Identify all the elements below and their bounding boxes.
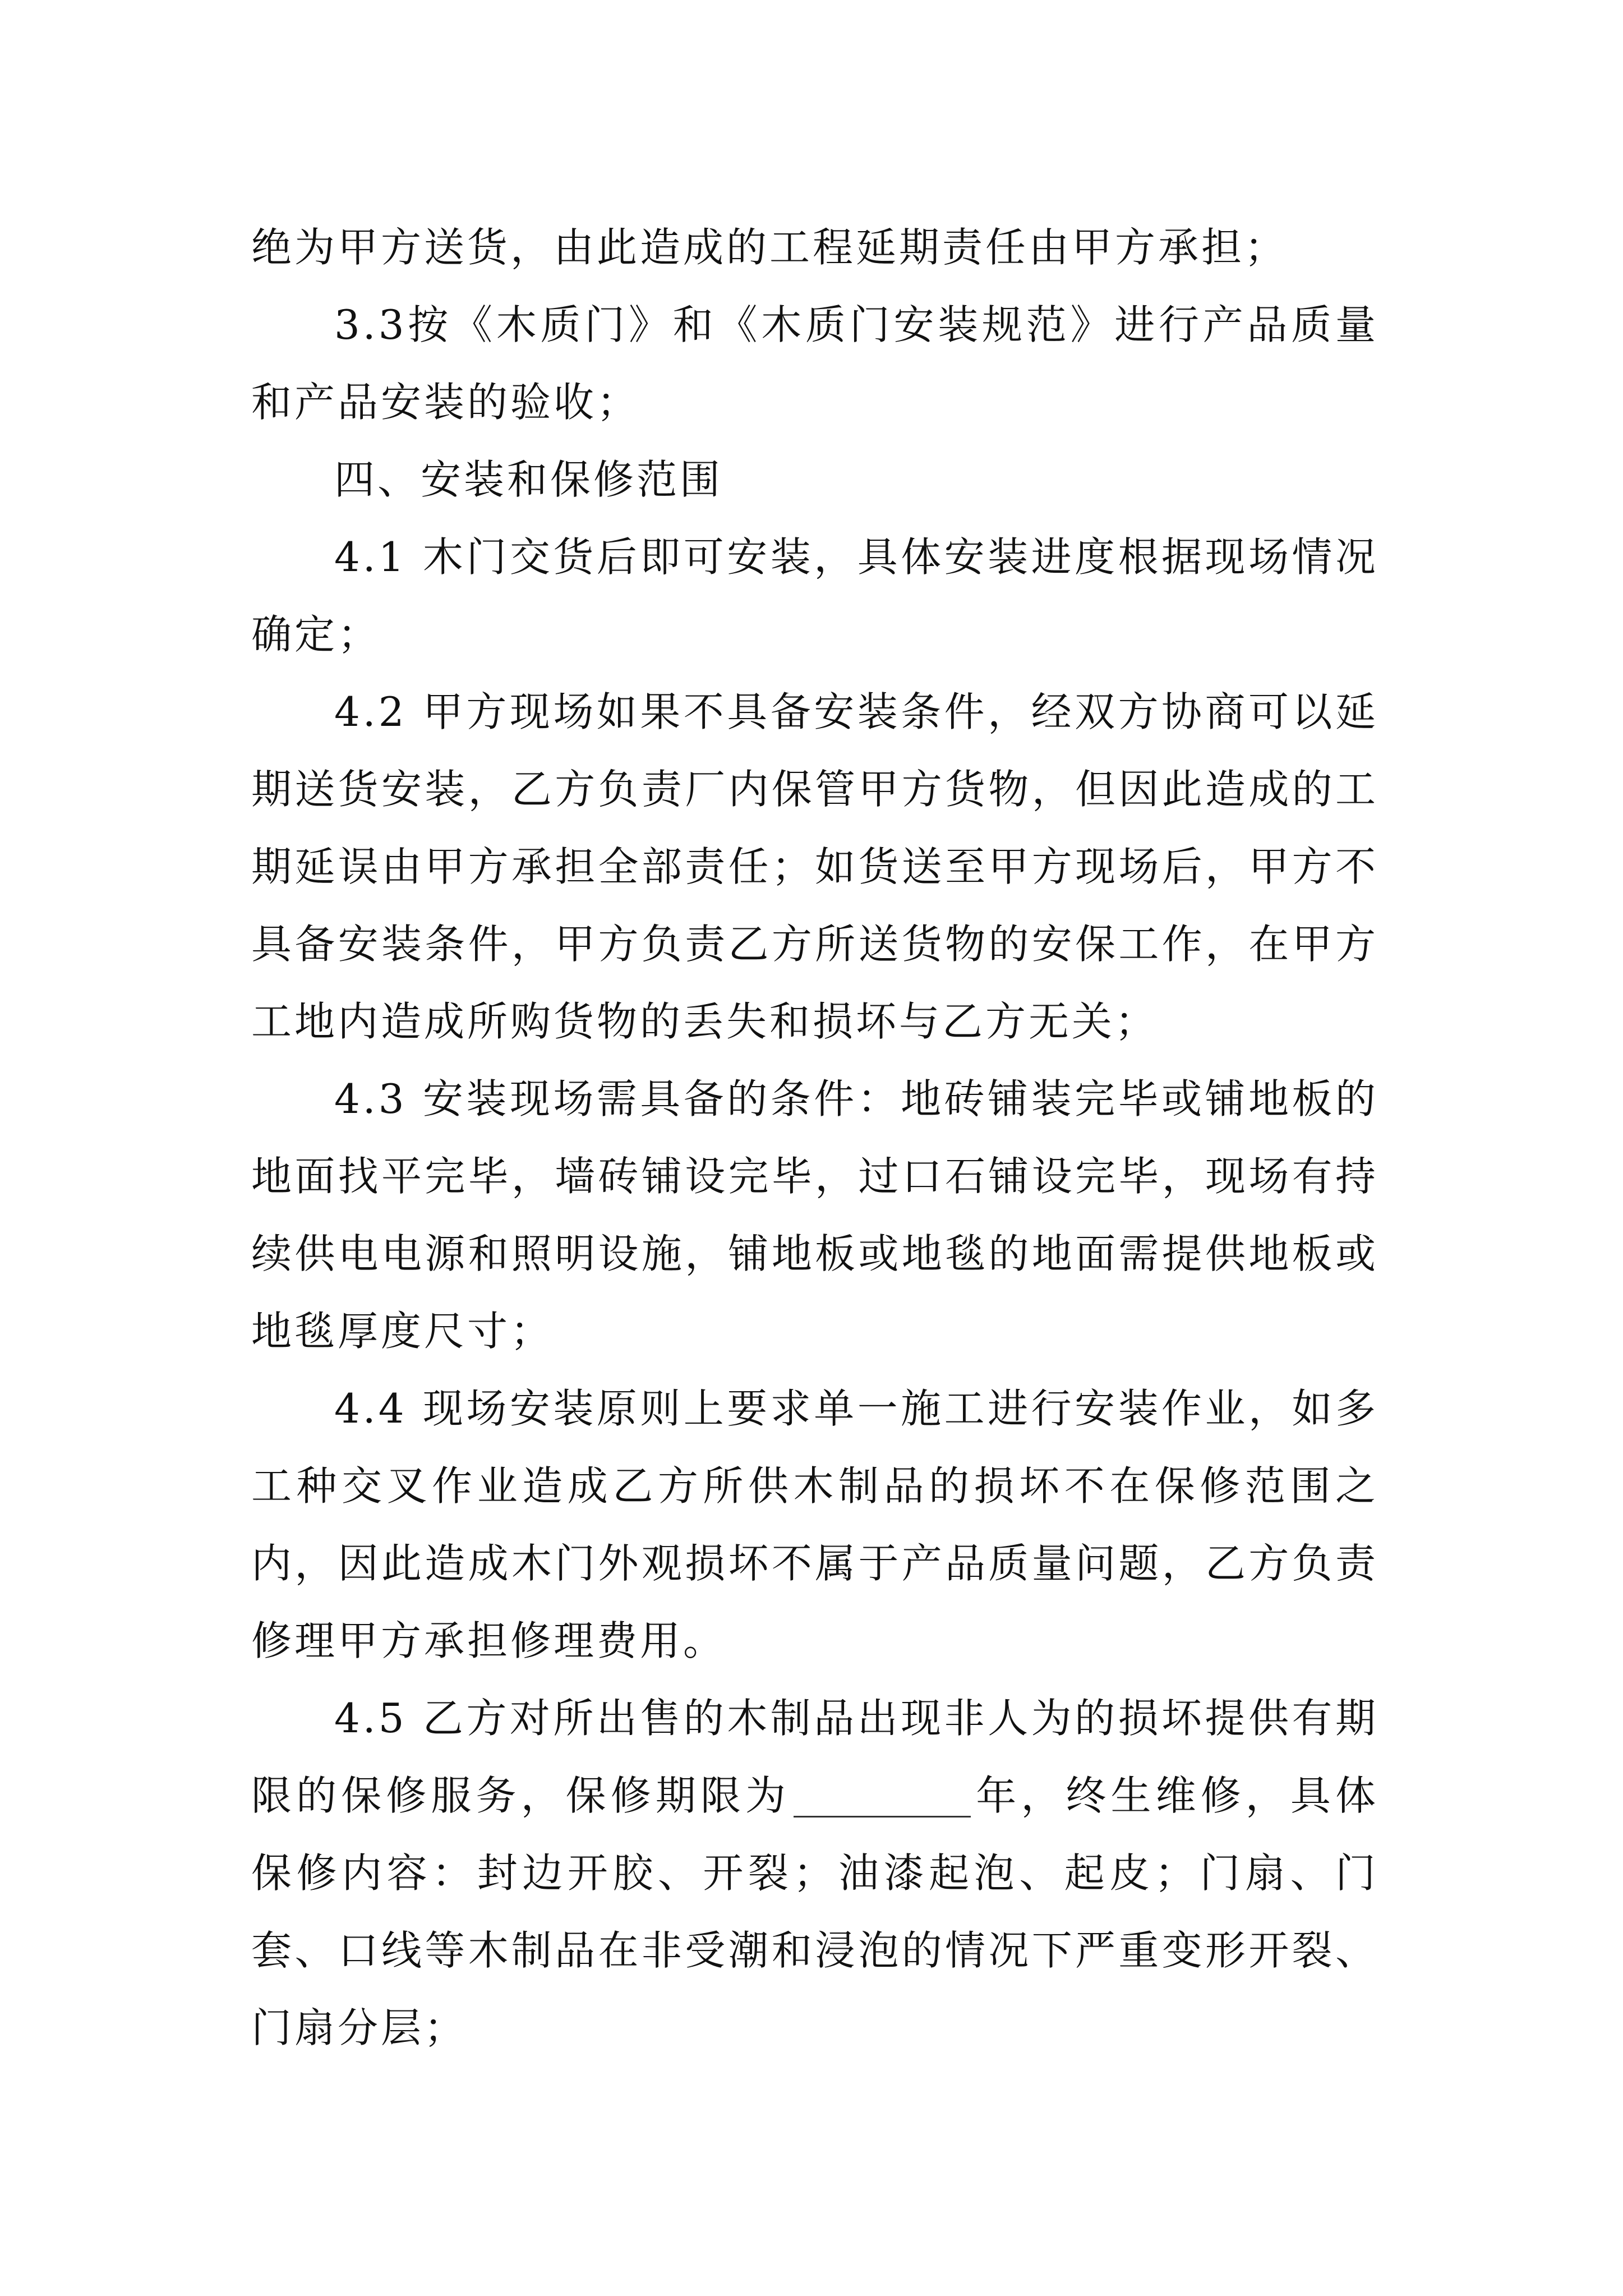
- paragraph-4-1: 4.1 木门交货后即可安装，具体安装进度根据现场情况确定；: [251, 533, 1378, 658]
- paragraph-3-3: 3.3按《木质门》和《木质门安装规范》进行产品质量和产品安装的验收；: [251, 301, 1378, 426]
- warranty-years-blank: [794, 1775, 971, 1818]
- section-heading-4: 四、安装和保修范围: [334, 456, 723, 503]
- paragraph-4-4: 4.4 现场安装原则上要求单一施工进行安装作业，如多工种交叉作业造成乙方所供木制品的损坏不在保修范围之内，因此造成木门外观损坏不属于产品质量问题，乙方负责修理甲方承担修理费用。: [251, 1385, 1378, 1664]
- document-body: [251, 209, 1378, 2067]
- paragraph-4-5: [251, 1680, 1378, 2067]
- paragraph-4-5-text-after: 年，终生维修，具体保修内容：封边开胶、开裂；油漆起泡、起皮；门扇、门套、口线等木制品在非受潮和浸泡的情况下严重变形开裂、门扇分层；: [251, 1772, 1378, 2051]
- paragraph-4-3: 4.3 安装现场需具备的条件：地砖铺装完毕或铺地板的地面找平完毕，墙砖铺设完毕，过口石铺设完毕，现场有持续供电电源和照明设施，铺地板或地毯的地面需提供地板或地毯厚度尺寸；: [251, 1075, 1378, 1355]
- paragraph-4-2: 4.2 甲方现场如果不具备安装条件，经双方协商可以延期送货安装，乙方负责厂内保管甲方货物，但因此造成的工期延误由甲方承担全部责任；如货送至甲方现场后，甲方不具备安装条件，甲方负责乙方所送货物的安保工作，在甲方工地内造成所购货物的丢失和损坏与乙方无关；: [251, 688, 1378, 1045]
- paragraph-4-5-text-before: 4.5 乙方对所出售的木制品出现非人为的损坏提供有期限的保修服务，保修期限为: [251, 1695, 1378, 1819]
- paragraph-continuation: 绝为甲方送货，由此造成的工程延期责任由甲方承担；: [251, 224, 1288, 271]
